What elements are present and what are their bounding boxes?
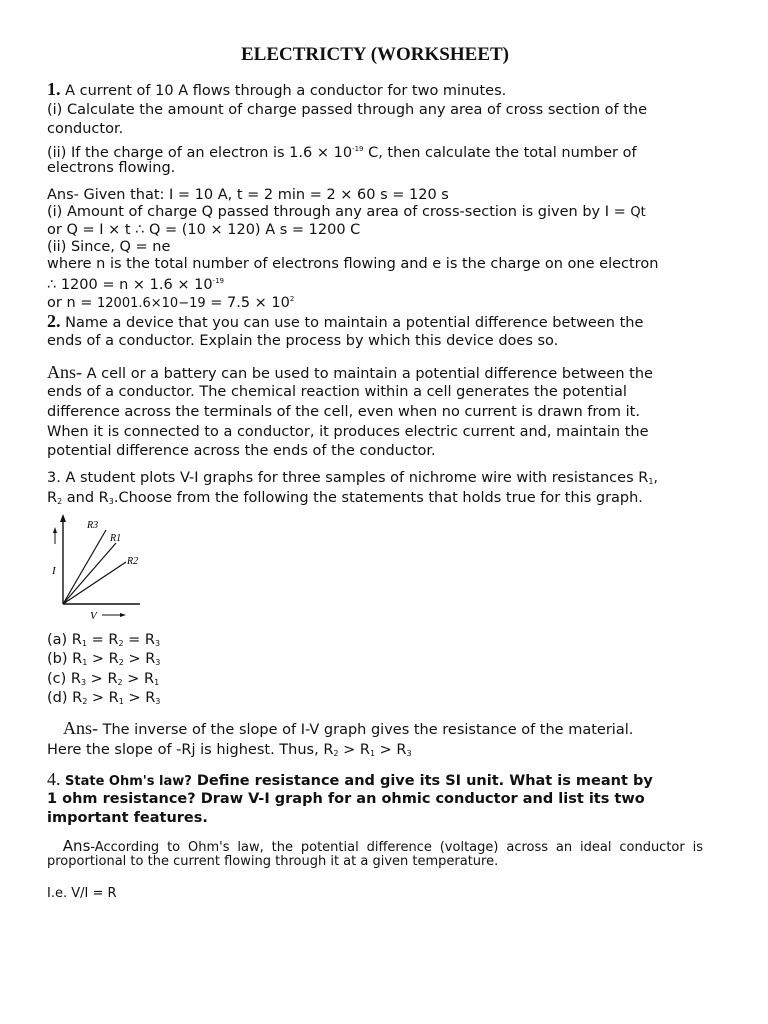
option-subscript: 1: [81, 639, 87, 648]
q1-answer-line4: (ii) Since, Q = ne: [47, 239, 171, 255]
option-text: = R: [86, 632, 119, 648]
q4-line2: 1 ohm resistance? Draw V-I graph for an ohmic conductor and list its two: [47, 791, 645, 807]
label-r1: R1: [110, 533, 122, 544]
v-arrow-head: [120, 613, 126, 617]
q1-answer-line2-text: (i) Amount of charge Q passed through any area of cross-section is given by I =: [47, 204, 631, 220]
q4-answer-text1: -According to Ohm's law, the potential difference (voltage) across an ideal conductor is: [90, 840, 704, 855]
q1-answer-exponent: -19: [212, 277, 224, 285]
q1-answer-result: = 7.5 × 10: [205, 295, 290, 311]
q3-and-r: and R: [62, 490, 109, 506]
q1-part-ii-text-end: C, then calculate the total number of: [363, 145, 637, 161]
q3-r: R: [47, 490, 58, 506]
q4-answer-line2: proportional to the current flowing through it at a given temperature.: [47, 854, 499, 869]
q1-answer-line1: Ans- Given that: I = 10 A, t = 2 min = 2 × 60 s = 120 s: [47, 187, 449, 203]
q1-answer-line3: or Q = I × t ∴ Q = (10 × 120) A s = 1200 C: [47, 222, 361, 238]
option-text: (a) R: [47, 632, 82, 648]
option-text: > R: [86, 671, 118, 687]
option-subscript: 3: [155, 658, 161, 667]
q1-part-ii-line2: electrons flowing.: [47, 160, 176, 176]
option-text: > R: [123, 651, 156, 667]
q1-text: A current of 10 A flows through a conductor for two minutes.: [60, 83, 507, 99]
q2-answer-line2: ends of a conductor. The chemical reaction within a cell generates the potential: [47, 384, 627, 400]
q3-option-b: [47, 650, 160, 672]
q1-answer-line2: [47, 203, 646, 222]
q2-number: 2.: [47, 311, 61, 331]
q1-answer-line7: [47, 290, 294, 313]
q2-text1: Name a device that you can use to maintain a potential difference between the: [60, 315, 644, 331]
q3-subscript: 2: [57, 497, 63, 506]
q1-number: 1.: [47, 79, 61, 99]
q3-text1: 3. A student plots V-I graphs for three samples of nichrome wire with resistances R: [47, 470, 649, 486]
option-subscript: 2: [82, 697, 88, 706]
y-axis-arrowhead: [60, 514, 66, 522]
q3-option-d: [47, 689, 160, 711]
q4-line3: important features.: [47, 810, 208, 826]
q3-subscript: 3: [108, 497, 114, 506]
q4-text1: Define resistance and give its SI unit. What is meant by: [191, 773, 653, 789]
q3-answer-text: > R: [375, 742, 407, 758]
q1-part-ii-text: (ii) If the charge of an electron is 1.6 × 10: [47, 145, 353, 161]
option-subscript: 3: [154, 639, 161, 648]
q3-answer-label: Ans-: [63, 718, 98, 738]
q3-text2: .Choose from the following the statements that holds true for this graph.: [113, 490, 643, 506]
q4-line1: [47, 770, 653, 791]
q1-part-i-line1: (i) Calculate the amount of charge passed through any area of cross section of the: [47, 102, 648, 118]
option-subscript: 3: [80, 678, 87, 687]
label-r3: R3: [87, 520, 99, 531]
q3-answer-line2: [47, 741, 412, 763]
q1-line: [47, 80, 506, 101]
vi-graph-figure: [40, 510, 152, 628]
q2-answer-line3: difference across the terminals of the cell, even when no current is drawn from it.: [47, 404, 640, 420]
q1-answer-line5: where n is the total number of electrons flowing and e is the charge on one electron: [47, 256, 659, 272]
q2-answer-text1: A cell or a battery can be used to maintain a potential difference between the: [82, 366, 653, 382]
q4-answer-label: Ans: [62, 837, 91, 855]
q1-part-i-line2: conductor.: [47, 121, 124, 137]
q3-line1: [47, 469, 658, 491]
q4-ohms-law-prompt: State Ohm's law?: [60, 774, 192, 789]
q2-answer-label: Ans-: [47, 362, 82, 382]
q1-answer-line7-text: or n =: [47, 295, 97, 311]
option-text: > R: [87, 651, 119, 667]
option-text: > R: [87, 690, 119, 706]
option-subscript: 2: [118, 639, 124, 648]
q1-answer-fraction-n: 12001.6×10−19: [97, 296, 206, 311]
q1-answer-result-exponent: 2: [289, 295, 295, 303]
q2-answer-line1: [47, 363, 653, 384]
option-subscript: 1: [154, 678, 160, 687]
q4-answer-line3: I.e. V/I = R: [47, 886, 117, 901]
option-subscript: 1: [118, 697, 124, 706]
q2-line2: ends of a conductor. Explain the process by which this device does so.: [47, 333, 559, 349]
q2-answer-line4: When it is connected to a conductor, it produces electric current and, maintain the: [47, 424, 649, 440]
option-subscript: 2: [117, 678, 123, 687]
option-subscript: 2: [118, 658, 124, 667]
q3-comma: ,: [653, 470, 659, 486]
option-subscript: 1: [82, 658, 88, 667]
i-arrow-head: [53, 527, 57, 533]
q2-line1: [47, 312, 643, 333]
q3-answer-text1: The inverse of the slope of I-V graph gives the resistance of the material.: [98, 722, 634, 738]
q4-number: 4.: [47, 769, 61, 789]
label-r2: R2: [127, 556, 139, 567]
q3-answer-line1: [63, 719, 633, 740]
q1-answer-fraction: Qt: [630, 205, 646, 220]
option-text: > R: [122, 671, 155, 687]
q1-exponent: -19: [352, 145, 364, 153]
option-text: > R: [123, 690, 156, 706]
q3-answer-text2: Here the slope of -Rj is highest. Thus, R: [47, 742, 334, 758]
option-text: = R: [123, 632, 155, 648]
q3-answer-subscript: 2: [333, 749, 339, 758]
page-title: ELECTRICTY (WORKSHEET): [241, 44, 509, 65]
q2-answer-line5: potential difference across the ends of the conductor.: [47, 443, 436, 459]
q3-answer-text: > R: [338, 742, 370, 758]
option-subscript: 3: [155, 697, 161, 706]
q1-answer-line6-text: ∴ 1200 = n × 1.6 × 10: [47, 277, 213, 293]
graph-line-r3: [63, 530, 106, 604]
option-text: (b) R: [47, 651, 83, 667]
option-text: (c) R: [47, 671, 81, 687]
y-axis-label: I: [52, 565, 56, 577]
q3-answer-subscript: 3: [406, 749, 412, 758]
x-axis-label: V: [90, 610, 97, 622]
q3-answer-subscript: 1: [369, 749, 376, 758]
q3-line2: [47, 489, 643, 511]
option-text: (d) R: [47, 690, 83, 706]
q3-subscript: 1: [648, 477, 654, 486]
